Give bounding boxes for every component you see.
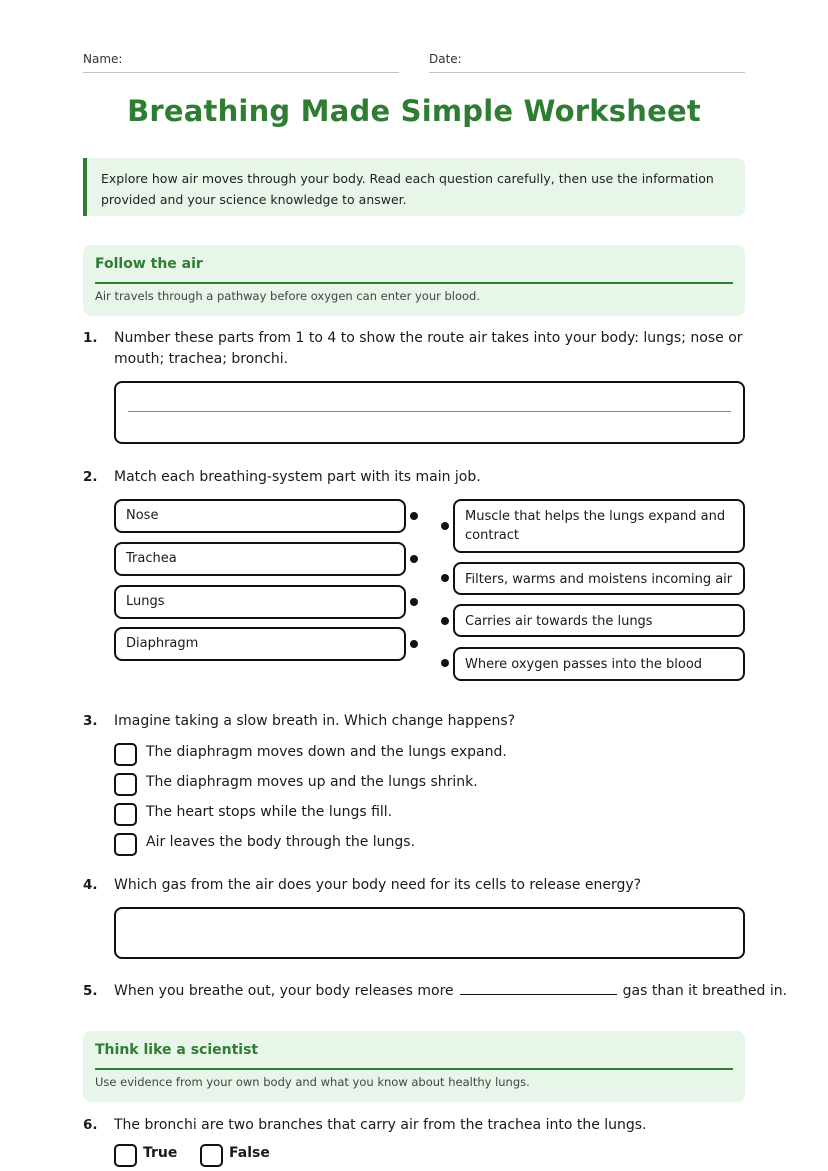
date-field[interactable] (429, 52, 745, 73)
checkbox[interactable] (114, 1144, 137, 1167)
match-dot-right[interactable] (441, 659, 449, 667)
match-item-lungs[interactable]: Lungs (114, 585, 406, 619)
match-dot-left[interactable] (410, 555, 418, 563)
match-job-carries-air[interactable]: Carries air towards the lungs (453, 604, 745, 637)
checkbox[interactable] (114, 743, 137, 766)
match-job-muscle[interactable]: Muscle that helps the lungs expand and contract (453, 499, 745, 553)
question-number: 2. (83, 469, 98, 485)
choice-label: The diaphragm moves down and the lungs expand. (146, 744, 507, 760)
section-follow-the-air (83, 245, 745, 316)
match-dot-left[interactable] (410, 640, 418, 648)
checkbox[interactable] (114, 773, 137, 796)
choice-label: Air leaves the body through the lungs. (146, 834, 416, 850)
match-dot-right[interactable] (441, 574, 449, 582)
question-text-before: When you breathe out, your body releases more (114, 983, 454, 999)
section-title: Follow the air (95, 256, 203, 272)
question-number: 3. (83, 713, 98, 729)
student-info-row (83, 52, 745, 74)
checkbox[interactable] (114, 803, 137, 826)
section-title: Think like a scientist (95, 1042, 259, 1058)
fill-in-blank[interactable] (460, 981, 617, 995)
false-label: False (229, 1145, 270, 1161)
answer-box-q4[interactable] (114, 907, 745, 959)
intro-box: Explore how air moves through your body. Read each question carefully, then use the information provided and your science knowledge to answer. (83, 158, 745, 216)
match-dot-left[interactable] (410, 598, 418, 606)
match-job-oxygen[interactable]: Where oxygen passes into the blood (453, 647, 745, 681)
question-text: Number these parts from 1 to 4 to show the route air takes into your body: lungs; nose or mouth; trachea; bronchi. (114, 330, 743, 367)
section-subtitle: Use evidence from your own body and what you know about healthy lungs. (95, 1075, 530, 1089)
match-dot-left[interactable] (410, 512, 418, 520)
question-text (114, 981, 788, 1002)
question-number: 4. (83, 877, 98, 893)
question-number: 5. (83, 983, 98, 999)
match-item-nose[interactable]: Nose (114, 499, 406, 533)
name-field[interactable] (83, 52, 399, 73)
match-item-diaphragm[interactable]: Diaphragm (114, 627, 406, 661)
true-label: True (143, 1145, 178, 1161)
date-label: Date: (429, 52, 462, 66)
match-job-filters[interactable]: Filters, warms and moistens incoming air (453, 562, 745, 595)
checkbox[interactable] (200, 1144, 223, 1167)
section-divider (95, 1068, 733, 1070)
question-text: Imagine taking a slow breath in. Which change happens? (114, 713, 516, 729)
question-text-after: gas than it breathed in. (622, 983, 788, 999)
answer-line (128, 411, 731, 412)
question-number: 1. (83, 330, 98, 346)
match-item-trachea[interactable]: Trachea (114, 542, 406, 576)
checkbox[interactable] (114, 833, 137, 856)
choice-label: The diaphragm moves up and the lungs shrink. (146, 774, 478, 790)
question-text: Which gas from the air does your body need for its cells to release energy? (114, 877, 642, 893)
name-label: Name: (83, 52, 123, 66)
choice-label: The heart stops while the lungs fill. (146, 804, 393, 820)
worksheet-title: Breathing Made Simple Worksheet (127, 94, 701, 128)
question-number: 6. (83, 1117, 98, 1133)
section-divider (95, 282, 733, 284)
question-text: The bronchi are two branches that carry air from the trachea into the lungs. (114, 1117, 647, 1133)
match-dot-right[interactable] (441, 522, 449, 530)
match-dot-right[interactable] (441, 617, 449, 625)
section-subtitle: Air travels through a pathway before oxygen can enter your blood. (95, 289, 481, 303)
question-text: Match each breathing-system part with its main job. (114, 469, 481, 485)
section-think-like-a-scientist (83, 1031, 745, 1102)
answer-box-q1[interactable] (114, 381, 745, 444)
